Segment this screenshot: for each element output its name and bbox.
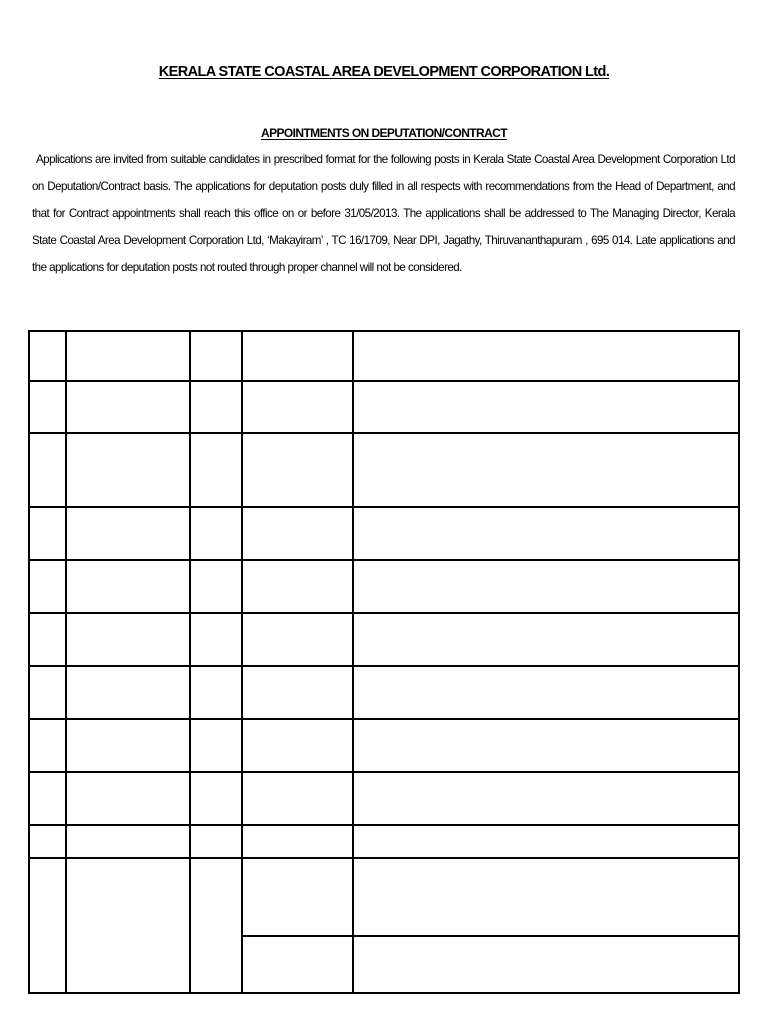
table-column-rule bbox=[241, 330, 243, 994]
document-title-text: KERALA STATE COASTAL AREA DEVELOPMENT CORPORATION Ltd. bbox=[158, 64, 610, 80]
table-row-rule bbox=[28, 506, 740, 508]
table-row-rule bbox=[28, 559, 740, 561]
table-row-rule bbox=[28, 665, 740, 667]
table-row-rule bbox=[28, 824, 740, 826]
table-column-rule bbox=[189, 330, 191, 994]
document-title bbox=[0, 64, 768, 80]
intro-paragraph: Applications are invited from suitable candidates in prescribed format for the following posts in Kerala State Coastal Area Development Corporation Ltd on Deputation/Contract basis. The applications for deputation posts duly filled in all respects with recommendations from the Head of Department, and that for Contract appointments shall reach this office on or before 31/05/2013. The applications shall be addressed to The Managing Director, Kerala State Coastal Area Development Corporation Ltd, ‘Makayiram’ , TC 16/1709, Near DPI, Jagathy, Thiruvananthapuram , 695 014. Late applications and the applications for deputation posts not routed through proper channel will not be considered. bbox=[32, 153, 735, 274]
document-subtitle-text: APPOINTMENTS ON DEPUTATION/CONTRACT bbox=[261, 126, 507, 140]
table-cell-rule bbox=[241, 935, 740, 937]
table-column-rule bbox=[65, 330, 67, 994]
table-column-rule bbox=[738, 330, 740, 994]
posts-table bbox=[28, 330, 740, 994]
table-row-rule bbox=[28, 330, 740, 332]
table-row-rule bbox=[28, 718, 740, 720]
document-subtitle bbox=[0, 126, 768, 140]
table-row-rule bbox=[28, 857, 740, 859]
table-column-rule bbox=[28, 330, 30, 994]
table-column-rule bbox=[352, 330, 354, 994]
table-row-rule bbox=[28, 992, 740, 994]
table-row-rule bbox=[28, 771, 740, 773]
table-row-rule bbox=[28, 612, 740, 614]
table-row-rule bbox=[28, 432, 740, 434]
table-row-rule bbox=[28, 380, 740, 382]
